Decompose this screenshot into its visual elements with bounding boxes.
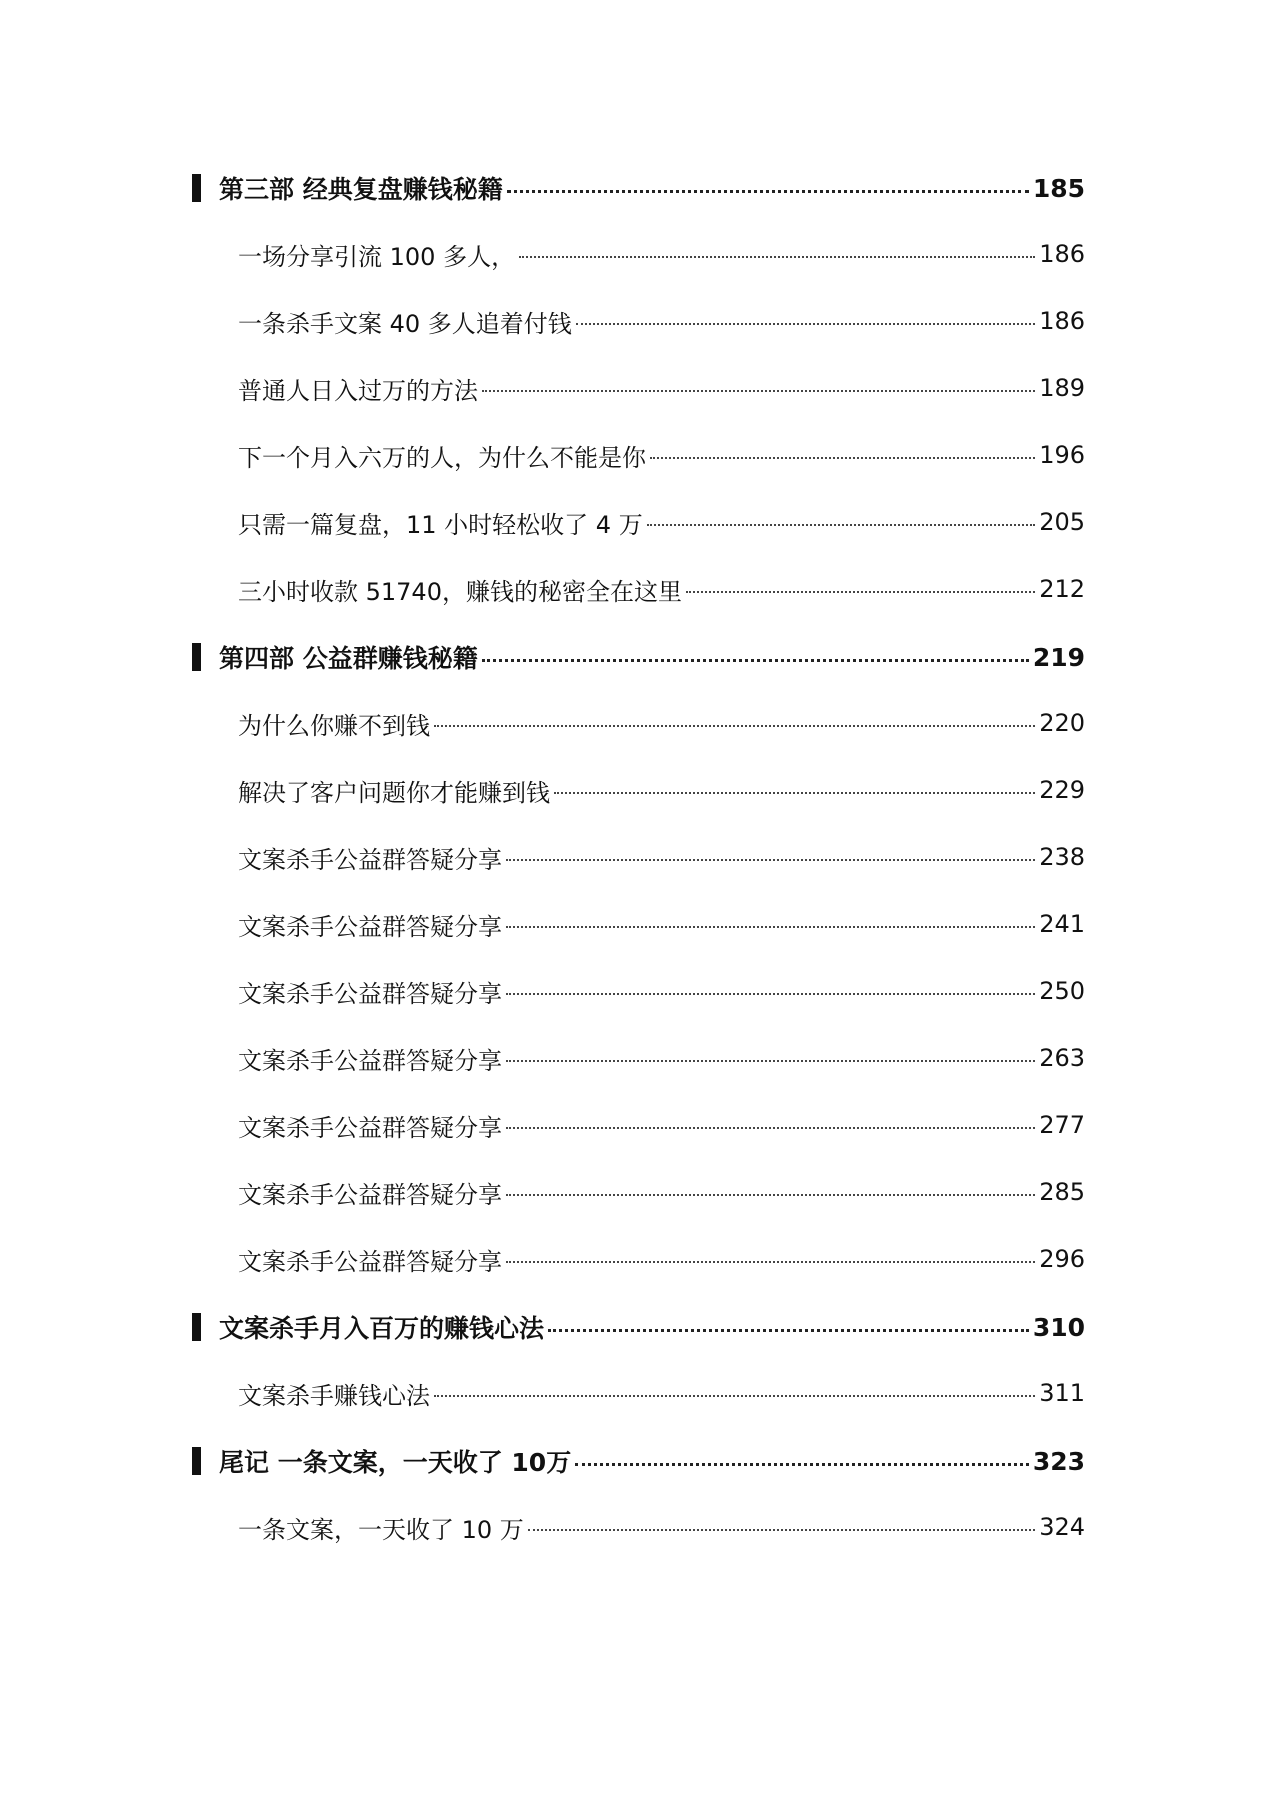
toc-entry-title: 文案杀手公益群答疑分享 [238, 1113, 502, 1142]
toc-entry-row[interactable] [238, 433, 1085, 477]
toc-entry-title: 为什么你赚不到钱 [238, 711, 430, 740]
toc-entry-title: 文案杀手赚钱心法 [238, 1381, 430, 1410]
toc-entry-row[interactable] [238, 1103, 1085, 1147]
toc-entry-title: 一场分享引流 100 多人， [238, 242, 516, 271]
toc-entry-title: 文案杀手公益群答疑分享 [238, 1046, 502, 1075]
toc-page-number: 310 [1032, 1312, 1085, 1342]
toc-section-row[interactable] [192, 1439, 1085, 1483]
toc-entry-row[interactable] [238, 299, 1085, 343]
toc-page-number: 186 [1039, 307, 1085, 335]
toc-page-number: 296 [1039, 1245, 1085, 1273]
dot-leader [647, 524, 1035, 526]
toc-page-number: 220 [1039, 709, 1085, 737]
dot-leader [482, 659, 1029, 662]
toc-entry-row[interactable] [238, 768, 1085, 812]
toc-section-title: 第三部 经典复盘赚钱秘籍 [219, 175, 503, 204]
toc-entry-title: 文案杀手公益群答疑分享 [238, 845, 502, 874]
toc-entry-row[interactable] [238, 232, 1085, 276]
dot-leader [506, 1060, 1035, 1062]
dot-leader [575, 1463, 1029, 1466]
toc-page-number: 212 [1039, 575, 1085, 603]
toc-section-row[interactable] [192, 1305, 1085, 1349]
toc-entry-title: 一条文案，一天收了 10 万 [238, 1515, 524, 1544]
dot-leader [434, 1395, 1035, 1397]
toc-page-number: 263 [1039, 1044, 1085, 1072]
toc-page-number: 277 [1039, 1111, 1085, 1139]
dot-leader [506, 859, 1035, 861]
toc-entry-row[interactable] [238, 902, 1085, 946]
toc-entry-row[interactable] [238, 969, 1085, 1013]
dot-leader [506, 926, 1035, 928]
toc-entry-title: 下一个月入六万的人，为什么不能是你 [238, 443, 646, 472]
toc-entry-row[interactable] [238, 835, 1085, 879]
toc-page-number: 311 [1039, 1379, 1085, 1407]
toc-page-number: 323 [1032, 1446, 1085, 1476]
dot-leader [506, 1194, 1035, 1196]
toc-entry-row[interactable] [238, 1036, 1085, 1080]
toc-page-number: 324 [1039, 1513, 1085, 1541]
toc-entry-row[interactable] [238, 1371, 1085, 1415]
toc-page-number: 185 [1032, 173, 1085, 203]
dot-leader [528, 1529, 1035, 1531]
section-marker-bar [192, 1447, 201, 1475]
toc-entry-row[interactable] [238, 1170, 1085, 1214]
toc-page-number: 250 [1039, 977, 1085, 1005]
toc-entry-title: 文案杀手公益群答疑分享 [238, 912, 502, 941]
toc-page-number: 219 [1032, 642, 1085, 672]
toc-page-number: 229 [1039, 776, 1085, 804]
toc-section-row[interactable] [192, 166, 1085, 210]
toc-entry-row[interactable] [238, 1505, 1085, 1549]
dot-leader [434, 725, 1035, 727]
toc-entry-row[interactable] [238, 366, 1085, 410]
toc-entry-row[interactable] [238, 567, 1085, 611]
toc-entry-title: 一条杀手文案 40 多人追着付钱 [238, 309, 572, 338]
toc-section-title: 文案杀手月入百万的赚钱心法 [219, 1314, 545, 1343]
toc-entry-row[interactable] [238, 701, 1085, 745]
toc-entry-title: 解决了客户问题你才能赚到钱 [238, 778, 550, 807]
toc-entry-title: 文案杀手公益群答疑分享 [238, 1180, 502, 1209]
toc-entry-title: 三小时收款 51740，赚钱的秘密全在这里 [238, 577, 682, 606]
dot-leader [507, 190, 1029, 193]
toc-page-number: 196 [1039, 441, 1085, 469]
toc-page-number: 205 [1039, 508, 1085, 536]
toc-page-number: 189 [1039, 374, 1085, 402]
section-marker-bar [192, 1313, 201, 1341]
section-marker-bar [192, 643, 201, 671]
toc-page-number: 186 [1039, 240, 1085, 268]
toc-page-number: 238 [1039, 843, 1085, 871]
dot-leader [548, 1329, 1029, 1332]
section-marker-bar [192, 174, 201, 202]
toc-entry-title: 普通人日入过万的方法 [238, 376, 478, 405]
toc-entry-row[interactable] [238, 500, 1085, 544]
toc-entry-title: 文案杀手公益群答疑分享 [238, 1247, 502, 1276]
dot-leader [554, 792, 1035, 794]
dot-leader [506, 1127, 1035, 1129]
toc-entry-title: 文案杀手公益群答疑分享 [238, 979, 502, 1008]
dot-leader [506, 993, 1035, 995]
toc-section-row[interactable] [192, 635, 1085, 679]
dot-leader [576, 323, 1035, 325]
toc-section-title: 尾记 一条文案，一天收了 10万 [219, 1448, 572, 1477]
dot-leader [519, 256, 1035, 258]
toc-page-number: 241 [1039, 910, 1085, 938]
dot-leader [650, 457, 1035, 459]
dot-leader [506, 1261, 1035, 1263]
toc-page-number: 285 [1039, 1178, 1085, 1206]
toc-section-title: 第四部 公益群赚钱秘籍 [219, 644, 478, 673]
dot-leader [686, 591, 1035, 593]
toc-entry-title: 只需一篇复盘，11 小时轻松收了 4 万 [238, 510, 643, 539]
toc-entry-row[interactable] [238, 1237, 1085, 1281]
dot-leader [482, 390, 1035, 392]
